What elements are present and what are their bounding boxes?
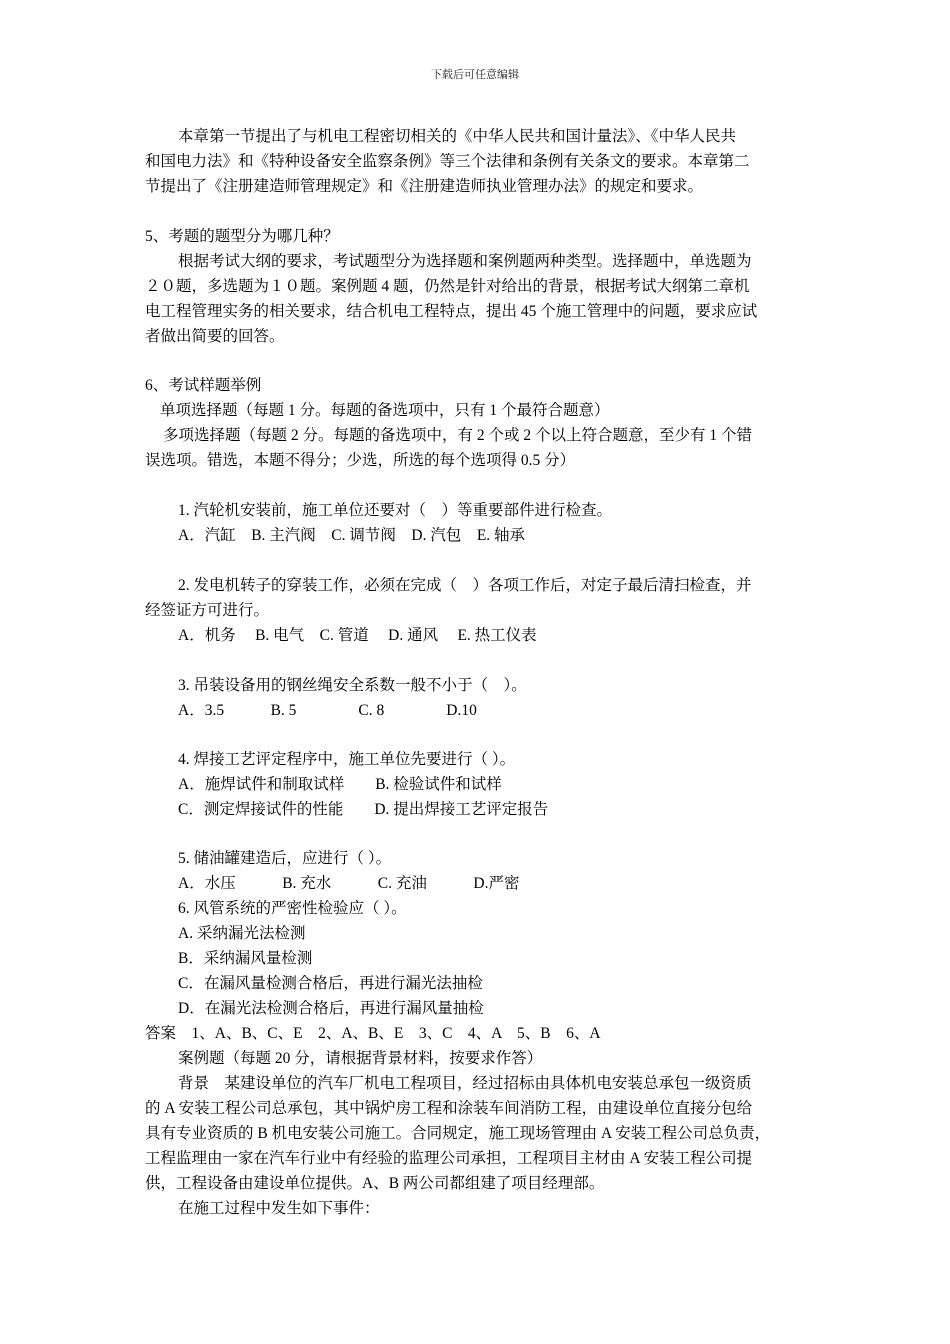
text-line: A．水压 B. 充水 C. 充油 D.严密: [178, 875, 520, 892]
text-line: 6. 风管系统的严密性检验应（ ）。: [178, 900, 407, 917]
text-line: 工程监理由一家在汽车行业中有经验的监理公司承担，工程项目主材由 A 安装工程公司提: [145, 1150, 753, 1167]
text-line: 1. 汽轮机安装前，施工单位还要对（ ）等重要部件进行检查。: [178, 502, 613, 519]
text-line: 根据考试大纲的要求，考试题型分为选择题和案例题两种类型。选择题中，单选题为: [178, 253, 752, 270]
text-line: 5、考题的题型分为哪几种？: [145, 228, 339, 245]
text-line: 单项选择题（每题 1 分。每题的备选项中，只有 1 个最符合题意）: [160, 402, 610, 419]
text-line: 误选项。错选，本题不得分；少选，所选的每个选项得 0.5 分）: [145, 452, 576, 469]
text-line: 4. 焊接工艺评定程序中，施工单位先要进行（ ）。: [178, 751, 516, 768]
text-line: 的 A 安装工程公司总承包，其中锅炉房工程和涂装车间消防工程，由建设单位直接分包给: [145, 1100, 753, 1117]
text-line: C．测定焊接试件的性能 D. 提出焊接工艺评定报告: [178, 801, 549, 818]
text-line: ２０题，多选题为１０题。案例题 4 题，仍然是针对给出的背景，根据考试大纲第二章机: [145, 278, 750, 295]
text-line: 供，工程设备由建设单位提供。A、B 两公司都组建了项目经理部。: [145, 1175, 605, 1192]
text-line: A．施焊试件和制取试样 B. 检验试件和试样: [178, 776, 502, 793]
text-line: A. 采纳漏光法检测: [178, 925, 306, 942]
text-line: 者做出简要的回答。: [145, 328, 285, 345]
text-line: 2. 发电机转子的穿装工作，必须在完成（ ）各项工作后，对定子最后清扫检查，并: [178, 577, 752, 594]
text-line: 在施工过程中发生如下事件：: [178, 1200, 380, 1217]
text-line: A．机务 B. 电气 C. 管道 D. 通风 E. 热工仪表: [178, 627, 537, 644]
text-line: 经签证方可进行。: [145, 602, 270, 619]
page-header: 下载后可任意编辑: [431, 68, 519, 81]
text-line: 背景 某建设单位的汽车厂机电工程项目，经过招标由具体机电安装总承包一级资质: [178, 1075, 752, 1092]
text-line: D．在漏光法检测合格后，再进行漏风量抽检: [178, 1000, 484, 1017]
text-line: B．采纳漏风量检测: [178, 950, 313, 967]
text-line: 电工程管理实务的相关要求，结合机电工程特点，提出 45 个施工管理中的问题，要求应试: [145, 303, 758, 320]
text-line: 6、考试样题举例: [145, 377, 262, 394]
text-line: C．在漏风量检测合格后，再进行漏光法抽检: [178, 975, 483, 992]
text-line: 节提出了《注册建造师管理规定》和《注册建造师执业管理办法》的规定和要求。: [145, 178, 704, 195]
text-line: A．汽缸 B. 主汽阀 C. 调节阀 D. 汽包 E. 轴承: [178, 527, 526, 544]
text-line: 具有专业资质的 B 机电安装公司施工。合同规定，施工现场管理由 A 安装工程公司总负责，: [145, 1125, 771, 1142]
text-line: 答案 1、A、B、C、E 2、A、B、E 3、C 4、A 5、B 6、A: [145, 1025, 601, 1042]
text-line: 多项选择题（每题 2 分。每题的备选项中，有 2 个或 2 个以上符合题意，至少有 1 个错: [163, 427, 753, 444]
text-line: A．3.5 B. 5 C. 8 D.10: [178, 702, 477, 719]
text-line: 本章第一节提出了与机电工程密切相关的《中华人民共和国计量法》、《中华人民共: [178, 128, 737, 145]
text-line: 5. 储油罐建造后，应进行（ ）。: [178, 850, 392, 867]
text-line: 和国电力法》和《特种设备安全监察条例》等三个法律和条例有关条文的要求。本章第二: [145, 153, 750, 170]
text-line: 案例题（每题 20 分，请根据背景材料，按要求作答）: [178, 1050, 543, 1067]
text-line: 3. 吊装设备用的钢丝绳安全系数一般不小于（ ）。: [178, 677, 527, 694]
